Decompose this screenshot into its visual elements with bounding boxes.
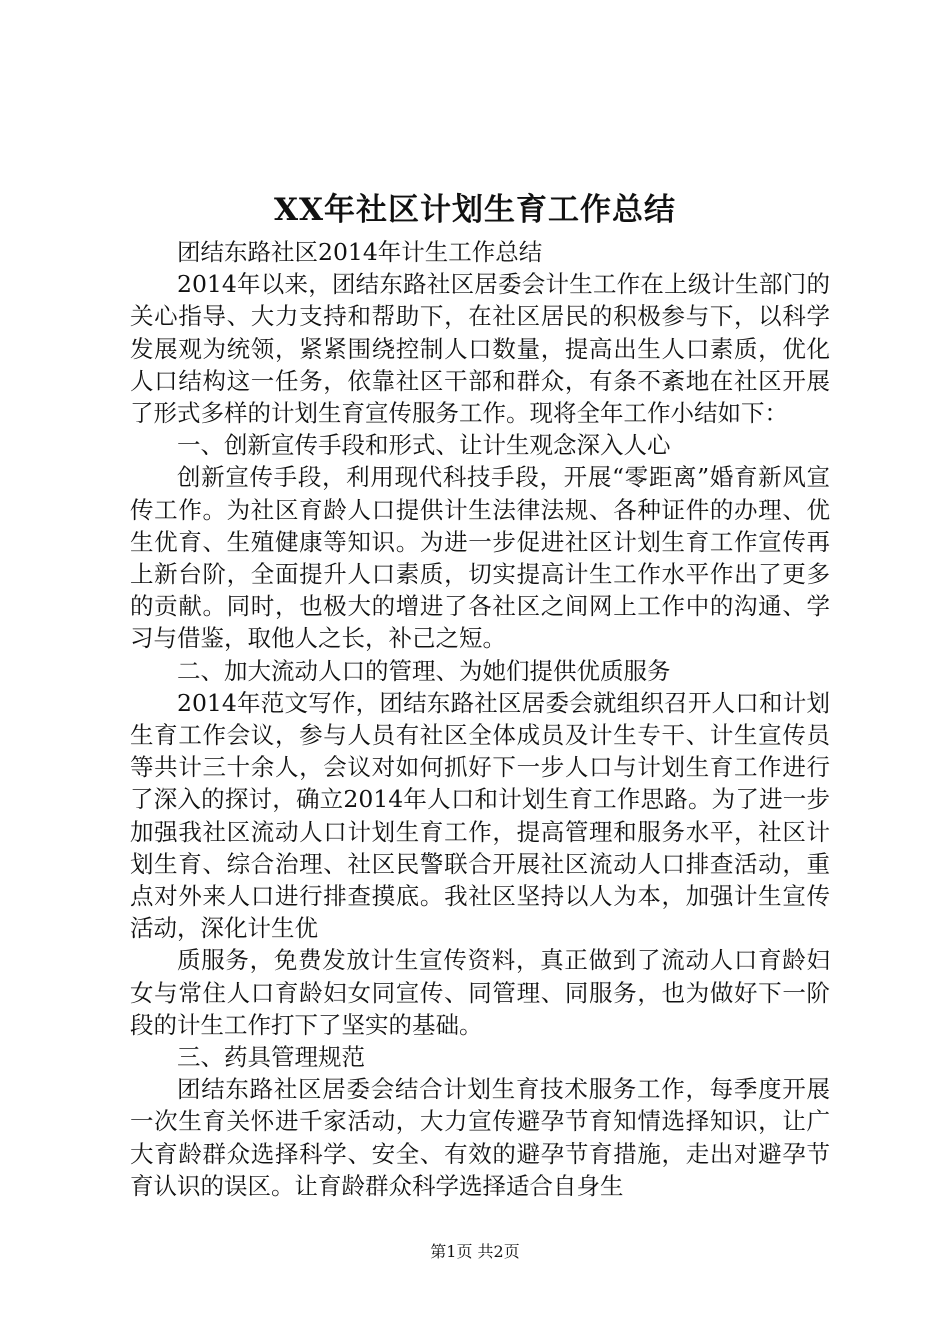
section-heading-2: 二、加大流动人口的管理、为她们提供优质服务 bbox=[177, 656, 671, 685]
paragraph-section-2: 2014年范文写作，团结东路社区居委会就组织召开人口和计划生育工作会议，参与人员有社区全体成员及计生专干、计生宣传员等共计三十余人，会议对如何抓好下一步人口与计划生育工作进行了深入的探讨，确立2014年人口和计划生育工作思路。为了进一步加强我社区流动人口计划生育工作，提高管理和服务水平，社区计划生育、综合治理、社区民警联合开展社区流动人口排查活动，重点对外来人口进行排查摸底。我社区坚持以人为本，加强计生宣传活动，深化计生优 bbox=[130, 688, 830, 943]
paragraph-subtitle: 团结东路社区2014年计生工作总结 bbox=[177, 238, 543, 266]
paragraph-section-3: 团结东路社区居委会结合计划生育技术服务工作，每季度开展一次生育关怀进千家活动，大力宣传避孕节育知情选择知识，让广大育龄群众选择科学、安全、有效的避孕节育措施，走出对避孕节育认识的误区。让育龄群众科学选择适合自身生 bbox=[130, 1075, 830, 1200]
page-footer: 第1页 共2页 bbox=[430, 1242, 520, 1261]
section-heading-1: 一、创新宣传手段和形式、让计生观念深入人心 bbox=[177, 431, 671, 460]
document-body bbox=[130, 236, 830, 1202]
document-title: XX年社区计划生育工作总结 bbox=[273, 192, 677, 228]
section-heading-3: 三、药具管理规范 bbox=[177, 1043, 365, 1072]
paragraph-section-2-continued: 质服务，免费发放计生宣传资料，真正做到了流动人口育龄妇女与常住人口育龄妇女同宣传、同管理、同服务，也为做好下一阶段的计生工作打下了坚实的基础。 bbox=[130, 946, 830, 1039]
paragraph-intro: 2014年以来，团结东路社区居委会计生工作在上级计生部门的关心指导、大力支持和帮助下，在社区居民的积极参与下，以科学发展观为统领，紧紧围绕控制人口数量，提高出生人口素质，优化人口结构这一任务，依靠社区干部和群众，有条不紊地在社区开展了形式多样的计划生育宣传服务工作。现将全年工作小结如下： bbox=[130, 270, 830, 428]
paragraph-section-1: 创新宣传手段，利用现代科技手段，开展“零距离”婚育新风宣传工作。为社区育龄人口提供计生法律法规、各种证件的办理、优生优育、生殖健康等知识。为进一步促进社区计划生育工作宣传再上新台阶，全面提升人口素质，切实提高计生工作水平作出了更多的贡献。同时，也极大的增进了各社区之间网上工作中的沟通、学习与借鉴，取他人之长，补己之短。 bbox=[130, 463, 830, 653]
